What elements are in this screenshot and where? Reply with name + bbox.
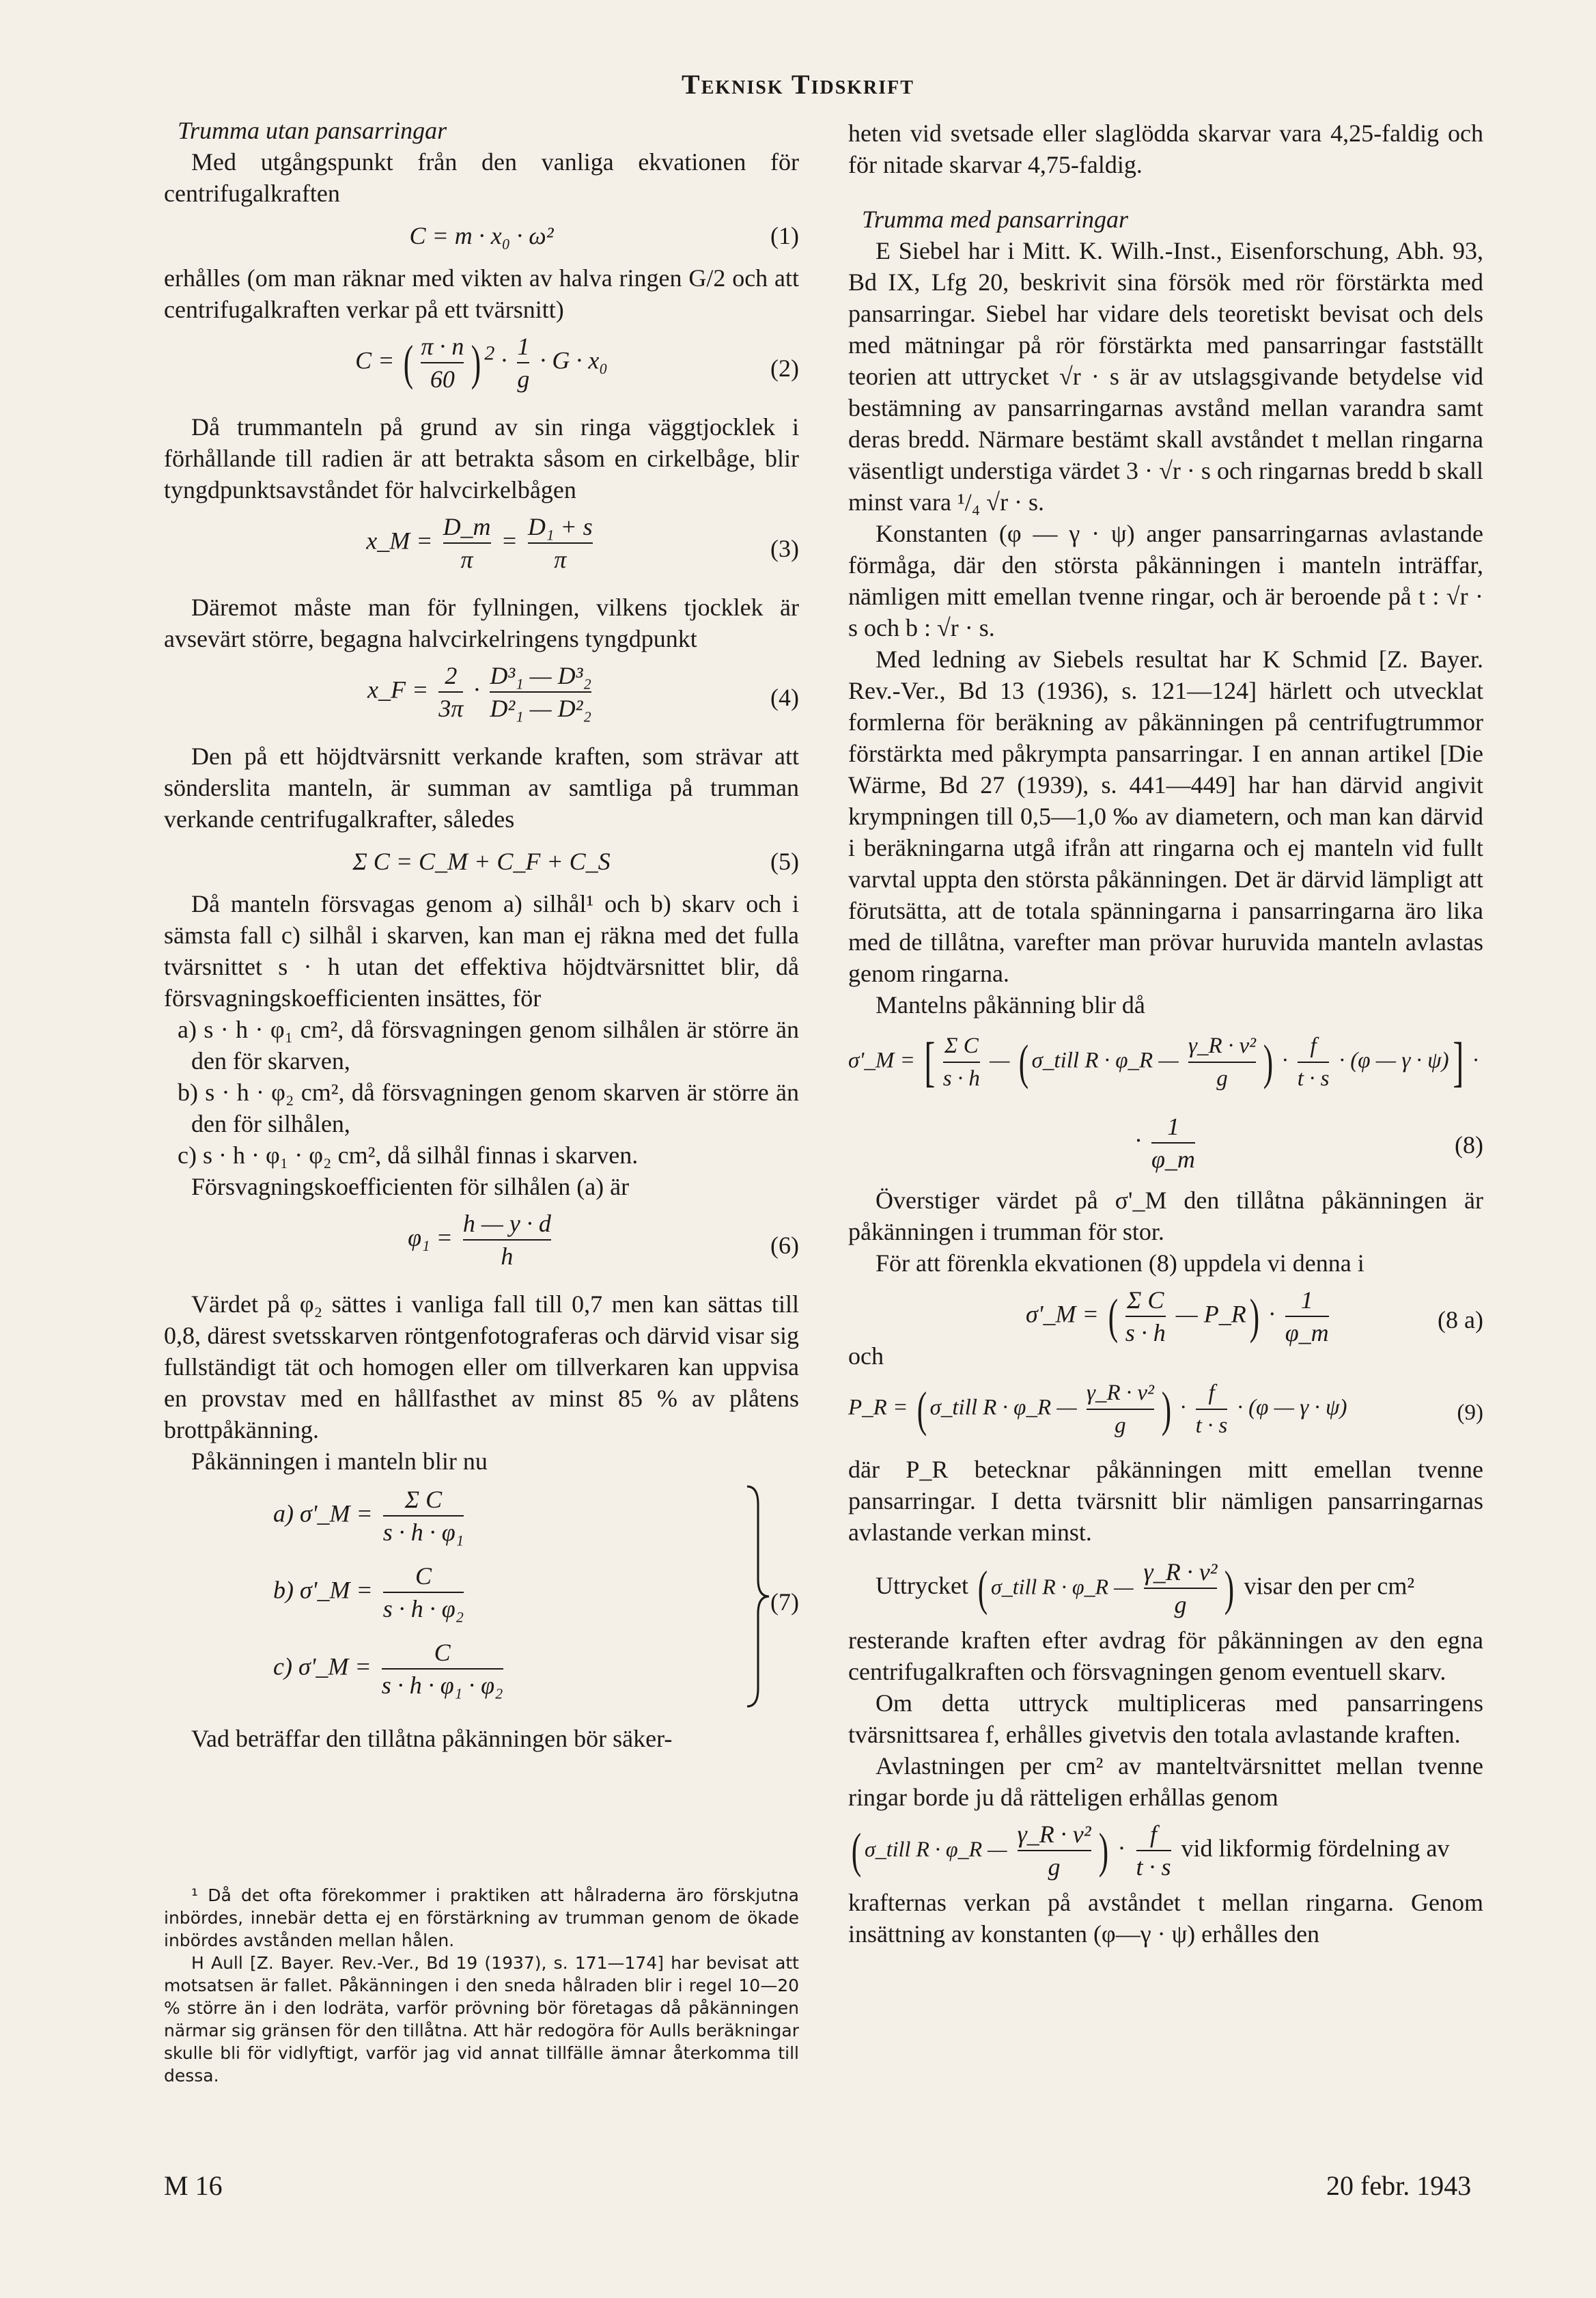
equation-number: (3) (770, 535, 799, 562)
paragraph: E Siebel har i Mitt. K. Wilh.-Inst., Eisenforschung, Abh. 93, Bd IX, Lfg 20, beskrivit sina försök med rör förstärkta med pansarringar. Siebel har vidare dels teoretiskt bevisat och dels med mätningar på rör förstärkta med pansarringar fastställt teorien att uttrycket √r · s är av utslagsgivande betydelse vid bestämning av pansarringarnas avstånd mellan varandra samt deras bredd. Närmare bestämt skall avståndet t mellan ringarna väsentligt understiga värdet 3 · √r · s och ringarnas bredd b skall minst vara ¹/₄ √r · s. (848, 237, 1483, 516)
equation-lhs: a) σ'_M = (273, 1499, 373, 1527)
equation-9: P_R = ( σ_till R · φ_R — $\frac{\text{γ\_R · v²}}{g}$ ) · $\frac{f}{t \cdot s}$ · (φ — γ · ψ) (9) (848, 1377, 1483, 1448)
equation-lhs: c) σ'_M = (273, 1652, 372, 1680)
denominator: φ_m (1151, 1142, 1195, 1175)
paragraph: Avlastningen per cm² av manteltvärsnittet mellan tvenne ringar borde ju då rätteligen erhållas genom (848, 1752, 1483, 1811)
equation-number: (7) (770, 1588, 799, 1616)
numerator: Σ C (404, 1486, 443, 1513)
numerator: D_m (443, 513, 491, 540)
fraction (1298, 1030, 1330, 1094)
fraction (421, 331, 464, 395)
text: vid likformig fördelning av (1181, 1834, 1450, 1862)
paren-close: ) (1263, 1035, 1274, 1090)
fraction (490, 660, 591, 724)
paren-close: ) (1249, 1289, 1259, 1344)
list-item: c) s · h · φ₁ · φ₂ cm², då silhål finnas i skarven. (178, 1141, 639, 1169)
fraction (1151, 1111, 1195, 1175)
text: visar den per cm² (1244, 1572, 1415, 1600)
fraction (1125, 1284, 1166, 1348)
equation-8: σ'_M = [ $\frac{\text{Σ C}}{s \cdot h}$ — ( σ_till R · φ_R — $\frac{\text{γ\_R · v²}}{g}$ ) · $\frac{f}{t \cdot s}$ · (φ — γ · ψ)] · (848, 1030, 1483, 1105)
fraction (1196, 1377, 1228, 1441)
sigma-term: σ_till R · φ_R — (990, 1574, 1134, 1599)
expression-paragraph: ( σ_till R · φ_R — $\frac{\text{γ\_R · v²}}{g}$ ) · $\frac{f}{t \cdot s}$ vid likformig fördelning av (848, 1818, 1483, 1887)
numerator: h — y · d (462, 1210, 551, 1237)
equation-body: Σ C = C_M + C_F + C_S (352, 848, 611, 875)
numerator: D³₁ — D³₂ (490, 662, 591, 689)
fraction (463, 1208, 551, 1272)
equation-number: (2) (770, 355, 799, 382)
equation-3: x_M = $\frac{D\_m}{\pi}$ = $\frac{\text{D₁ + s}}{\pi}$ (3) (164, 511, 799, 586)
equation-number: (6) (770, 1232, 799, 1259)
fraction (438, 660, 463, 724)
footnote: H Aull [Z. Bayer. Rev.-Ver., Bd 19 (1937), s. 171—174] har bevisat att motsatsen är fallet. Påkänningen i den sneda hålraden blir i regel 10—20 % större än i den lodräta, varför prövning bör företagas då påkänningen närmar sig gränsen för den tillåtna. Att här redogöra för Aulls beräkningar skulle bli för vidlyftigt, varför jag vid annat tillfälle ämnar återkomma till dessa. (164, 1953, 799, 2086)
paragraph: Konstanten (φ — γ · ψ) anger pansarringarnas avlastande förmåga, där den största påkänningen i manteln inträffar, nämligen mitt emellan tvenne ringar, och är beroende på t : √r · s och b : √r · s. (848, 520, 1483, 641)
denominator: g (1144, 1588, 1218, 1620)
fraction (1144, 1556, 1218, 1620)
section-heading: Trumma utan pansarringar (178, 117, 447, 144)
journal-title: Teknisk Tidskrift (682, 69, 914, 100)
equation-rhs: · G · x₀ (540, 346, 608, 374)
equation-lhs: σ'_M = (1026, 1300, 1099, 1328)
equation-2: C = ( $\frac{\pi \cdot n}{60}$ ) $^2$ · $\frac{1}{g}$ · G · x₀ (2) (164, 331, 799, 406)
list-item: b) s · h · φ₂ cm², då försvagningen genom skarven är större än den för silhålen, (178, 1079, 799, 1137)
curly-brace-icon (744, 1484, 772, 1709)
equation-tail: · (φ — γ · ψ) (1339, 1048, 1449, 1073)
paren-close: ) (1224, 1561, 1235, 1616)
equation-number: (9) (1457, 1400, 1483, 1425)
paragraph: Om detta uttryck multipliceras med pansarringens tvärsnittsarea f, erhålles givetvis den totala avlastande kraften. (848, 1689, 1483, 1748)
fraction (528, 511, 593, 575)
paragraph: resterande kraften efter avdrag för påkänningen av den egna centrifugalkraften och försvagningen genom eventuell skarv. (848, 1626, 1483, 1685)
equation-lhs: x_F = (367, 676, 429, 704)
denominator: g (1018, 1850, 1091, 1883)
denominator: s · h · φ₁ (383, 1515, 464, 1548)
paren-open: ( (1018, 1035, 1028, 1090)
paragraph: Däremot måste man för fyllningen, vilkens tjocklek är avsevärt större, begagna halvcirkelringens tyngdpunkt (164, 594, 799, 652)
fraction (443, 511, 491, 575)
paragraph: Påkänningen i manteln blir nu (191, 1448, 488, 1475)
equation-body: C = m · x₀ · ω² (409, 222, 554, 249)
equation-minus: — P_R (1175, 1300, 1246, 1328)
equation-tail: · (φ — γ · ψ) (1237, 1395, 1347, 1420)
fraction (1188, 1030, 1256, 1094)
equation-lhs: C = (355, 346, 395, 374)
footnotes (164, 1884, 799, 2087)
denominator: 3π (438, 691, 463, 724)
paragraph: Försvagningskoefficienten för silhålen (a) är (191, 1173, 630, 1200)
fraction (517, 331, 529, 395)
paren-open: ( (977, 1561, 988, 1616)
equation-lhs: P_R = (848, 1395, 908, 1420)
numerator: D₁ + s (527, 513, 593, 540)
sigma-term: σ_till R · φ_R — (1031, 1048, 1179, 1073)
equation-number: (8) (1455, 1131, 1483, 1159)
fraction (383, 1560, 464, 1624)
denominator: g (1188, 1062, 1256, 1094)
paren-close: ) (471, 335, 481, 390)
footnote: ¹ Då det ofta förekommer i praktiken att hålraderna äro förskjutna inbördes, innebär detta ej en förstärkning av trumman genom de ökade inbördes avstånden mellan hålen. (164, 1885, 799, 1950)
bracket-close: ] (1452, 1032, 1464, 1092)
equation-8-cont: · $\frac{1}{\varphi\_m}$ (8) (848, 1111, 1483, 1179)
text: Uttrycket (876, 1572, 968, 1600)
denominator: t · s (1298, 1062, 1330, 1094)
equation-lhs: b) σ'_M = (273, 1576, 373, 1604)
paragraph: där P_R betecknar påkänningen mitt emellan tvenne pansarringar. I detta tvärsnitt blir nämligen pansarringarnas avlastande verkan minst. (848, 1456, 1483, 1546)
paren-open: ( (916, 1382, 927, 1437)
equation-lhs: φ₁ = (408, 1223, 453, 1251)
equation-number: (8 a) (1438, 1306, 1483, 1333)
equation-7 (164, 1484, 799, 1716)
paren-open: ( (1108, 1289, 1118, 1344)
paragraph: Vad beträffar den tillåtna påkänningen bör säker- (191, 1725, 673, 1752)
page-number: M 16 (164, 2170, 223, 2201)
numerator: π · n (421, 333, 464, 360)
fraction (383, 1484, 464, 1548)
numerator: 1 (517, 333, 530, 360)
paragraph: Då trummanteln på grund av sin ringa väggtjocklek i förhållande till radien är att betrakta såsom en cirkelbåge, blir tyngdpunktsavståndet för halvcirkelbågen (164, 413, 799, 503)
paragraph: Med ledning av Siebels resultat har K Schmid [Z. Bayer. Rev.-Ver., Bd 13 (1936), s. 121—124] härlett och utvecklat formlerna för beräkning av påkänningen på centrifugtrummor förstärkta med påkrympta pansarringar. I en annan artikel [Die Wärme, Bd 27 (1939), s. 441—449] har han därvid angivit krympningen till 0,5—1,0 ‰ av diametern, och man kan därvid i beräkningarna utgå ifrån att ringarna och ej manteln vid fullt varvtal uppta den största påkänningen. Det är därvid lämpligt att förutsätta, att de totala spänningarna i pansarringarna äro lika med de tillåtna, varefter man prövar huruvida manteln avlastas genom ringarna. (848, 646, 1483, 987)
fraction (1136, 1818, 1171, 1883)
numerator: 1 (1300, 1286, 1313, 1314)
denominator: φ_m (1285, 1316, 1329, 1348)
right-column (848, 117, 1483, 1950)
denominator: s · h · φ₂ (383, 1592, 464, 1624)
paragraph: och (848, 1342, 884, 1370)
equation-number: (1) (770, 222, 799, 249)
equation-7a (273, 1484, 820, 1548)
numerator: C (415, 1562, 432, 1590)
equation-7c (273, 1637, 820, 1701)
equation-lhs: x_M = (366, 527, 433, 555)
paragraph: Överstiger värdet på σ'_M den tillåtna påkänningen är påkänningen i trumman för stor. (848, 1187, 1483, 1245)
denominator: D²₁ — D²₂ (490, 691, 591, 724)
left-column (164, 115, 799, 1754)
numerator: Σ C (1127, 1286, 1164, 1314)
sigma-term: σ_till R · φ_R — (864, 1836, 1007, 1861)
numerator: γ_R · v² (1017, 1821, 1091, 1848)
paragraph: krafternas verkan på avståndet t mellan ringarna. Genom insättning av konstanten (φ—γ · ψ) erhålles den (848, 1889, 1483, 1948)
issue-date: 20 febr. 1943 (1326, 2170, 1472, 2201)
numerator: f (1150, 1821, 1158, 1848)
paren-open: ( (851, 1823, 862, 1878)
equation-lhs: σ'_M = (848, 1048, 915, 1073)
paragraph: Den på ett höjdtvärsnitt verkande kraften, som strävar att sönderslita manteln, är summan av samtliga på trumman verkande centrifugalkrafter, således (164, 743, 799, 833)
equation-1 (164, 214, 799, 257)
numerator: 1 (1166, 1113, 1179, 1140)
bracket-open: [ (924, 1032, 936, 1092)
denominator: t · s (1196, 1409, 1228, 1441)
numerator: C (434, 1639, 451, 1666)
section-heading: Trumma med pansarringar (862, 206, 1129, 233)
equation-6 (164, 1208, 799, 1283)
denominator: g (1087, 1409, 1154, 1441)
equation-8a: σ'_M = ( $\frac{\text{Σ C}}{s \cdot h}$ — P_R) · $\frac{1}{\varphi\_m}$ (8 a) (848, 1284, 1483, 1355)
sigma-term: σ_till R · φ_R — (929, 1395, 1077, 1420)
fraction (1018, 1818, 1091, 1883)
fraction (943, 1030, 980, 1094)
denominator: 60 (421, 362, 464, 395)
paragraph: Med utgångspunkt från den vanliga ekvationen för centrifugalkraften (164, 148, 799, 207)
numerator: Σ C (944, 1034, 979, 1058)
expression-paragraph (848, 1556, 1483, 1624)
paren-close: ) (1098, 1823, 1108, 1878)
equation-5 (164, 840, 799, 883)
numerator: γ_R · v² (1143, 1558, 1218, 1586)
paragraph: För att förenkla ekvationen (8) uppdela vi denna i (876, 1249, 1364, 1277)
equation-7b (273, 1560, 820, 1624)
numerator: 2 (445, 662, 458, 689)
numerator: γ_R · v² (1086, 1381, 1154, 1405)
paragraph: Mantelns påkänning blir då (876, 991, 1145, 1019)
paragraph: heten vid svetsade eller slaglödda skarvar vara 4,25-faldig och för nitade skarvar 4,75-faldig. (848, 120, 1483, 178)
paragraph: erhålles (om man räknar med vikten av halva ringen G/2 och att centrifugalkraften verkar på ett tvärsnitt) (164, 264, 799, 323)
numerator: f (1208, 1381, 1215, 1405)
denominator: π (528, 542, 593, 575)
equation-4: x_F = $\frac{2}{3\pi}$ · $\frac{\text{D³₁ — D³₂}}{\text{D²₁ — D²₂}}$ (4) (164, 660, 799, 735)
paragraph: Då manteln försvagas genom a) silhål¹ och b) skarv och i sämsta fall c) silhål i skarven, kan man ej räkna med det fulla tvärsnittet s · h utan det effektiva höjdtvärsnittet blir, då försvagningskoefficienten insättes, för (164, 890, 799, 1012)
numerator: f (1310, 1034, 1317, 1058)
fraction (1087, 1377, 1154, 1441)
denominator: π (443, 542, 491, 575)
denominator: t · s (1136, 1850, 1171, 1883)
numerator: γ_R · v² (1188, 1034, 1256, 1058)
denominator: s · h (1125, 1316, 1166, 1348)
fraction (382, 1637, 503, 1701)
denominator: s · h · φ₁ · φ₂ (382, 1668, 503, 1701)
denominator: g (517, 362, 529, 395)
denominator: h (463, 1239, 551, 1272)
weakening-list (164, 1014, 799, 1171)
fraction (1285, 1284, 1329, 1348)
denominator: s · h (943, 1062, 980, 1094)
equation-number: (5) (770, 848, 799, 875)
equation-number: (4) (770, 684, 799, 711)
paren-close: ) (1161, 1382, 1172, 1437)
paren-open: ( (404, 335, 414, 390)
list-item: a) s · h · φ₁ cm², då försvagningen genom silhålen är större än den för skarven, (178, 1016, 799, 1075)
paragraph: Värdet på φ₂ sättes i vanliga fall till 0,7 men kan sättas till 0,8, därest svetsskarven röntgenfotograferas och därvid visar sig fullständigt tät och homogen eller om tillverkaren kan uppvisa en provstav med en hållfasthet av minst 85 % av plåtens brottpåkänning. (164, 1290, 799, 1443)
